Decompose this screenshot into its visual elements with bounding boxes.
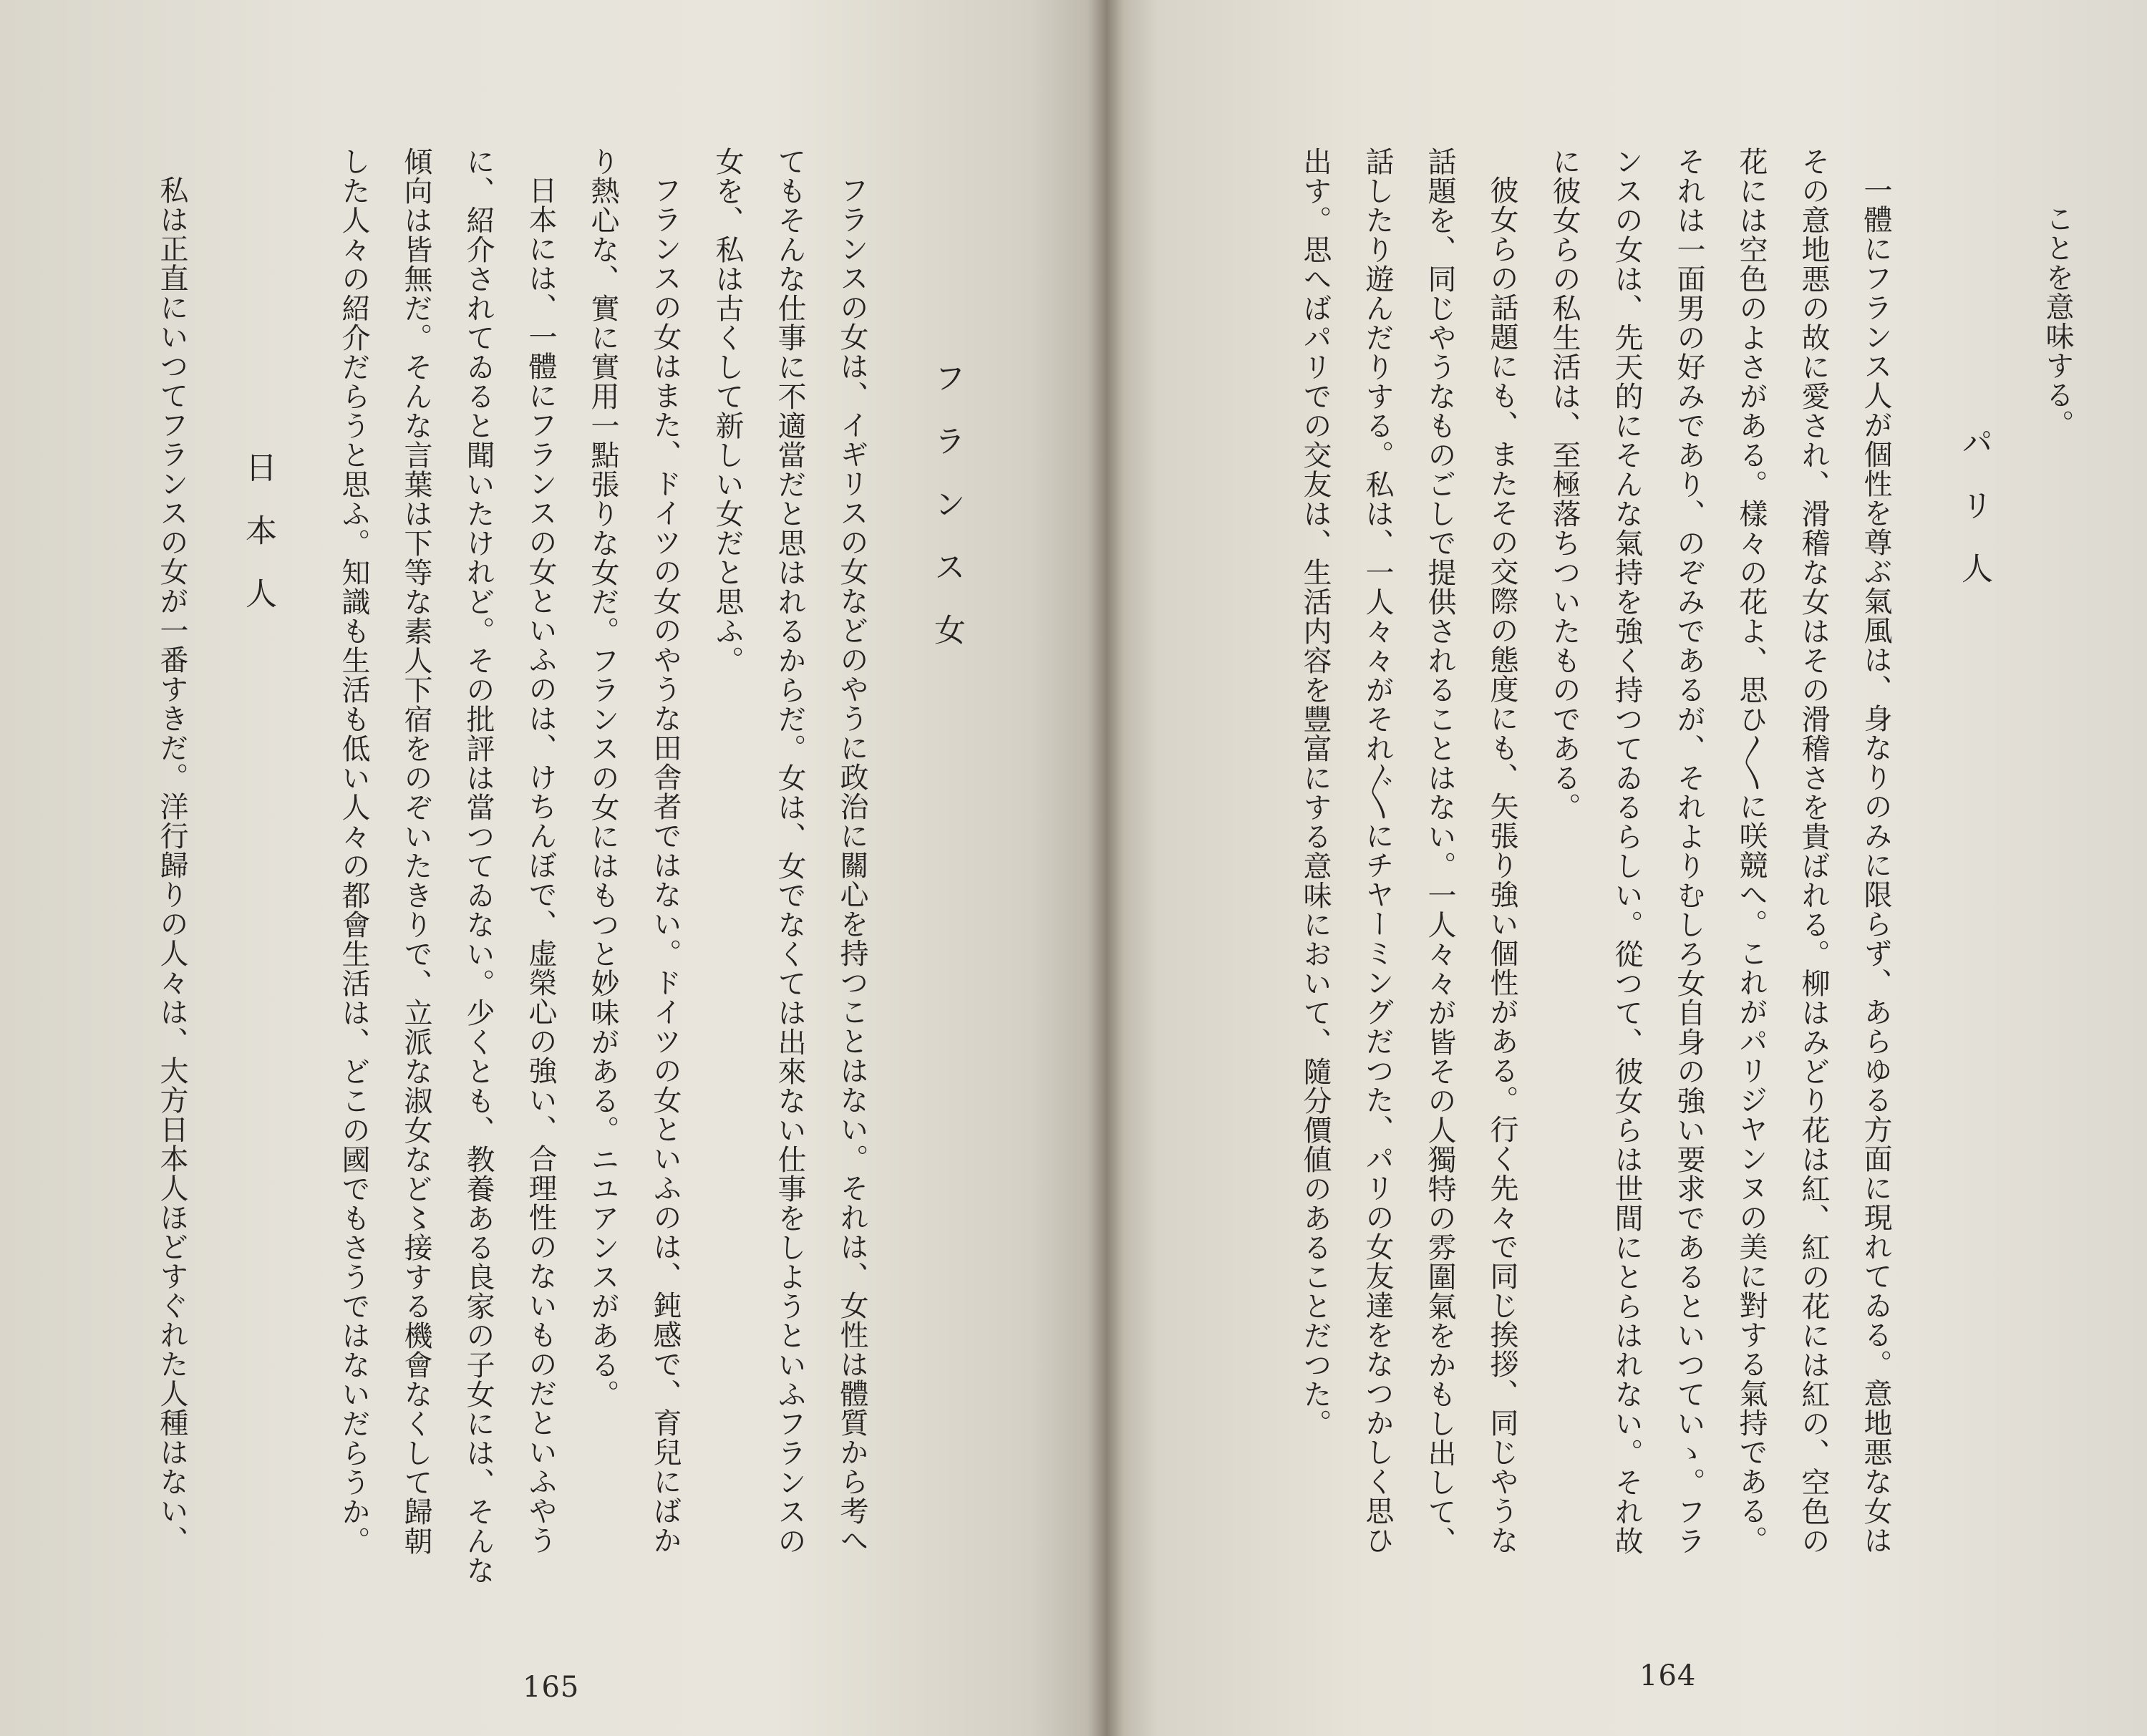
section-heading-parisians: パリ人	[1956, 426, 1992, 615]
text-column: した人々の紹介だらうと思ふ。知識も生活も低い人々の都會生活は、どこの國でもさうではないだらうか。	[337, 147, 370, 1556]
text-column: フランスの女は、イギリスの女などのやうに政治に關心を持つことはない。それは、女性は體質から考へ	[835, 175, 868, 1555]
text-column: に彼女らの私生活は、至極落ちついたものである。	[1548, 147, 1581, 822]
text-column: 傾向は皆無だ。そんな言葉は下等な素人下宿をのぞいたきりで、立派な淑女など〻接する機會なくして歸朝	[399, 147, 432, 1556]
text-column: 女を、私は古くして新しい女だと思ふ。	[711, 147, 744, 675]
right-page	[1106, 0, 2147, 1736]
text-column: 日本には、一體にフランスの女といふのは、けちんぼで、虚榮心の強い、合理性のないものだといふやう	[524, 175, 557, 1555]
text-column: 花には空色のよさがある。樣々の花よ、思ひ〳〵に咲競へ。これがパリジヤンヌの美に對する氣持である。	[1735, 147, 1768, 1555]
section-heading-french-women: フランス女	[929, 362, 965, 677]
text-column: その意地悪の故に愛され、滑稽な女はその滑稽さを貴ばれる。柳はみどり花は紅、紅の花には紅の、空色の	[1797, 147, 1830, 1556]
text-column: 話題を、同じやうなものごしで提供されることはない。一人々々が皆その人獨特の雰圍氣をかもし出して、	[1423, 147, 1456, 1556]
text-column: に、紹介されてゐると聞いたけれど。その批評は當つてゐない。少くとも、教養ある良家の子女には、そんな	[462, 147, 495, 1585]
text-column: 話したり遊んだりする。私は、一人々々がそれ〴〵にチヤーミングだつた、パリの女友達をなつかしく思ひ	[1361, 147, 1394, 1555]
text-column: 私は正直にいつてフランスの女が一番すきだ。洋行歸りの人々は、大方日本人ほどすぐれた人種はない、	[155, 175, 188, 1555]
text-column: ことを意味する。	[2041, 204, 2074, 439]
text-column: フランスの女はまた、ドイツの女のやうな田舎者ではない。ドイツの女といふのは、鈍感で、育兒にばか	[649, 175, 682, 1555]
page-number: 164	[1639, 1659, 1697, 1692]
text-column: それは一面男の好みであり、のぞみであるが、それよりむしろ女自身の強い要求であるといつていゝ。フラ	[1672, 147, 1705, 1556]
section-heading-japanese: 日本人	[240, 451, 276, 640]
text-column: 彼女らの話題にも、またその交際の態度にも、矢張り強い個性がある。行く先々で同じ挨拶、同じやうな	[1486, 175, 1518, 1555]
book-gutter-shadow	[1088, 0, 1124, 1736]
text-column: 出す。思へばパリでの交友は、生活内容を豐富にする意味において、隨分價値のあることだつた。	[1299, 147, 1332, 1438]
text-column: てもそんな仕事に不適當だと思はれるからだ。女は、女でなくては出來ない仕事をしようといふフランスの	[773, 147, 806, 1556]
page-number: 165	[523, 1671, 580, 1704]
text-column: ンスの女は、先天的にそんな氣持を強く持つてゐるらしい。從つて、彼女らは世間にとらはれない。それ故	[1610, 147, 1643, 1556]
text-column: 一體にフランス人が個性を尊ぶ氣風は、身なりのみに限らず、あらゆる方面に現れてゐる。意地悪な女は	[1859, 175, 1892, 1555]
text-column: り熱心な、實に實用一點張りな女だ。フランスの女にはもつと妙味がある。ニユアンスがある。	[586, 147, 619, 1409]
